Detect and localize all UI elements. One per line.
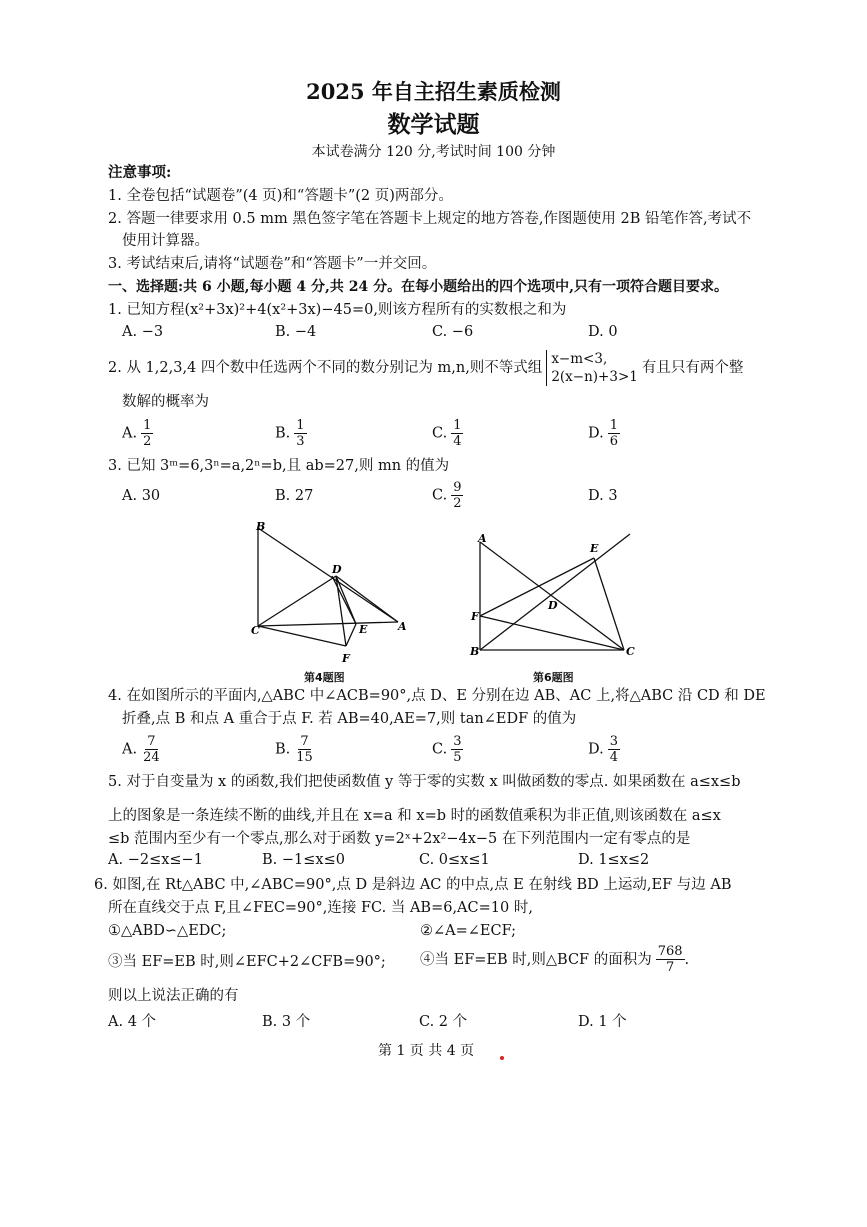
note-item-2: 2. 答题一律要求用 0.5 mm 黑色签字笔在答题卡上规定的地方答卷,作图题使用 2B 铅笔作答,考试不 (108, 211, 752, 227)
q2-stem (108, 350, 743, 386)
q4-option-b: B. $\frac{7}{15}$ (275, 734, 313, 765)
q1-option-d: D. 0 (588, 324, 618, 340)
q5-stem-2: 上的图象是一条连续不断的曲线,并且在 x=a 和 x=b 时的函数值乘积为非正值,则该函数在 a≤x (108, 808, 721, 824)
q6-ask: 则以上说法正确的有 (108, 988, 239, 1004)
q2-stem-c: 数解的概率为 (122, 394, 209, 410)
fig6-caption: 第6题图 (533, 671, 574, 684)
q2-inequality-system (546, 350, 638, 386)
notes-heading: 注意事项: (108, 164, 172, 181)
q1-stem: 1. 已知方程(x²+3x)²+4(x²+3x)−45=0,则该方程所有的实数根之和为 (108, 302, 567, 318)
section-heading: 一、选择题:共 6 小题,每小题 4 分,共 24 分。在每小题给出的四个选项中,只有一项符合题目要求。 (108, 279, 728, 295)
figure-4 (248, 518, 418, 668)
q6-statement-1: ①△ABD∽△EDC; (108, 923, 227, 939)
q3-option-b: B. 27 (275, 488, 314, 504)
q2-ineq-1: x−m<3, (551, 351, 608, 367)
fig4-label-c: C (251, 624, 260, 637)
q3-stem: 3. 已知 3ᵐ=6,3ⁿ=a,2ⁿ=b,且 ab=27,则 mn 的值为 (108, 458, 450, 474)
q2-option-c: C. $\frac{1}{4}$ (432, 418, 462, 449)
q6-option-c: C. 2 个 (419, 1014, 468, 1030)
q5-option-c: C. 0≤x≤1 (419, 852, 490, 868)
q3-option-d: D. 3 (588, 488, 618, 504)
q2-stem-a: 2. 从 1,2,3,4 四个数中任选两个不同的数分别记为 m,n,则不等式组 (108, 360, 543, 376)
note-item-3: 3. 考试结束后,请将“试题卷”和“答题卡”一并交回。 (108, 256, 437, 272)
q4-stem-1: 4. 在如图所示的平面内,△ABC 中∠ACB=90°,点 D、E 分别在边 AB、AC 上,将△ABC 沿 CD 和 DE (108, 688, 766, 704)
fig6-label-f: F (471, 610, 479, 623)
q6-option-d: D. 1 个 (578, 1014, 627, 1030)
fig4-label-a: A (398, 620, 407, 633)
q1-option-a: A. −3 (122, 324, 164, 340)
q4-option-d: D. $\frac{3}{4}$ (588, 734, 618, 765)
page-footer: 第 1 页 共 4 页 (378, 1043, 475, 1059)
red-dot-mark (500, 1056, 504, 1060)
q6-statement-3: ③当 EF=EB 时,则∠EFC+2∠CFB=90°; (108, 954, 386, 970)
fig6-label-c: C (626, 645, 635, 658)
fig4-label-e: E (359, 623, 368, 636)
q2-option-d: D. $\frac{1}{6}$ (588, 418, 618, 449)
q4-option-c: C. $\frac{3}{5}$ (432, 734, 462, 765)
q6-statement-4: ④当 EF=EB 时,则△BCF 的面积为 $\frac{768}{7}$ . (420, 944, 690, 975)
q2-ineq-2: 2(x−n)+3>1 (551, 369, 638, 385)
q5-option-b: B. −1≤x≤0 (262, 852, 345, 868)
fig6-label-d: D (548, 599, 558, 612)
q4-stem-2: 折叠,点 B 和点 A 重合于点 F. 若 AB=40,AE=7,则 tan∠EDF 的值为 (122, 711, 577, 727)
note-item-1: 1. 全卷包括“试题卷”(4 页)和“答题卡”(2 页)两部分。 (108, 188, 453, 204)
q6-stem-1: 6. 如图,在 Rt△ABC 中,∠ABC=90°,点 D 是斜边 AC 的中点,点 E 在射线 BD 上运动,EF 与边 AB (94, 877, 732, 893)
q2-stem-b: 有且只有两个整 (641, 360, 744, 376)
figure-6 (468, 528, 638, 658)
fig4-caption: 第4题图 (304, 671, 345, 684)
q6-stem-2: 所在直线交于点 F,且∠FEC=90°,连接 FC. 当 AB=6,AC=10 时, (108, 900, 533, 916)
fig6-label-e: E (590, 542, 599, 555)
q3-option-c: C. $\frac{9}{2}$ (432, 480, 462, 511)
q6-option-a: A. 4 个 (108, 1014, 157, 1030)
q5-stem-3: ≤b 范围内至少有一个零点,那么对于函数 y=2ˣ+2x²−4x−5 在下列范围内一定有零点的是 (108, 831, 691, 847)
q4-option-a: A. $\frac{7}{24}$ (122, 734, 160, 765)
fig6-label-b: B (470, 645, 480, 658)
q5-stem-1: 5. 对于自变量为 x 的函数,我们把使函数值 y 等于零的实数 x 叫做函数的零点. 如果函数在 a≤x≤b (108, 774, 741, 790)
fig4-label-f: F (342, 652, 350, 665)
q5-option-d: D. 1≤x≤2 (578, 852, 650, 868)
exam-title: 2025 年自主招生素质检测 (306, 79, 561, 104)
q1-option-c: C. −6 (432, 324, 474, 340)
q1-option-b: B. −4 (275, 324, 317, 340)
note-item-2-cont: 使用计算器。 (122, 233, 209, 249)
exam-info: 本试卷满分 120 分,考试时间 100 分钟 (311, 144, 556, 160)
q3-option-a: A. 30 (122, 488, 161, 504)
q2-option-b: B. $\frac{1}{3}$ (275, 418, 305, 449)
fig6-label-a: A (478, 532, 487, 545)
fig4-label-d: D (332, 563, 342, 576)
q2-option-a: A. $\frac{1}{2}$ (122, 418, 152, 449)
subject-title: 数学试题 (387, 111, 480, 138)
q6-statement-2: ②∠A=∠ECF; (420, 923, 517, 939)
q5-option-a: A. −2≤x≤−1 (108, 852, 203, 868)
fig4-label-b: B (256, 520, 266, 533)
q6-option-b: B. 3 个 (262, 1014, 311, 1030)
